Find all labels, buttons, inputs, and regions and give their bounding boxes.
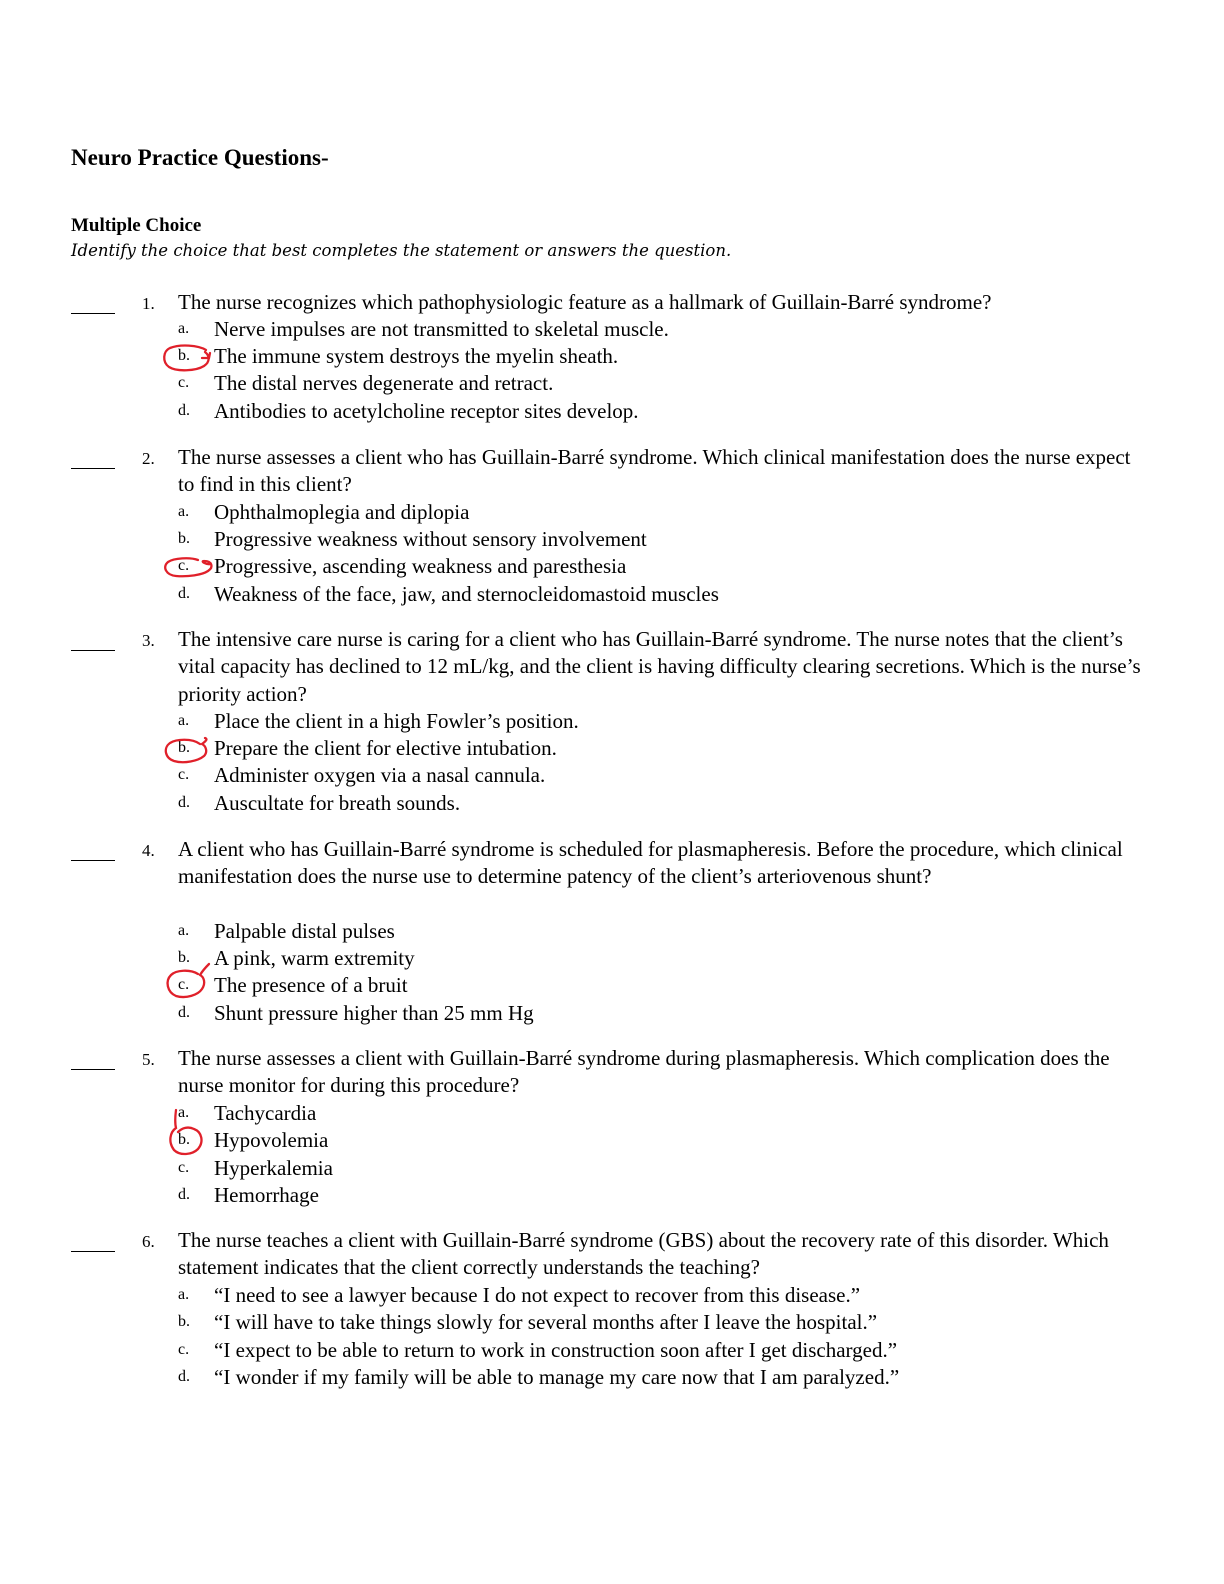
question-stem: The nurse teaches a client with Guillain-Barré syndrome (GBS) about the recovery rate of this disorder. Which statement indicates that the client correctly understands the teaching? (178, 1228, 1109, 1280)
choice-letter: d. (178, 1186, 190, 1203)
question-stem: The nurse assesses a client with Guillain-Barré syndrome during plasmapheresis. Which complication does the nurse monitor for during this procedure? (178, 1046, 1110, 1098)
choice-letter: d. (178, 402, 190, 419)
choice-text: “I will have to take things slowly for several months after I leave the hospital.” (214, 1310, 878, 1334)
choice-d (0, 581, 1224, 609)
answer-blank (71, 313, 115, 314)
answer-blank (71, 650, 115, 651)
question-number: 1. (142, 294, 155, 313)
choice-letter: c. (178, 766, 190, 783)
choice-letter: a. (178, 1286, 190, 1303)
question-number: 6. (142, 1232, 155, 1251)
choice-text: The immune system destroys the myelin sheath. (214, 344, 619, 368)
choice-a (0, 1100, 1224, 1128)
choice-c (0, 972, 1224, 1000)
choice-text: The distal nerves degenerate and retract. (214, 371, 554, 395)
choice-b (0, 343, 1224, 371)
choice-b (0, 526, 1224, 554)
choice-letter: d. (178, 1004, 190, 1021)
choice-text: The presence of a bruit (214, 973, 408, 997)
answer-blank (71, 1251, 115, 1252)
question-number: 5. (142, 1050, 155, 1069)
choice-d (0, 790, 1224, 818)
choice-letter: d. (178, 794, 190, 811)
question-stem: A client who has Guillain-Barré syndrome is scheduled for plasmapheresis. Before the procedure, which clinical manifestation does the nurse use to determine patency of the client’s arteriovenous shunt? (178, 837, 1123, 889)
choice-text: Auscultate for breath sounds. (214, 791, 461, 815)
question-number: 2. (142, 449, 155, 468)
choice-text: Prepare the client for elective intubation. (214, 736, 557, 760)
choice-letter: c. (178, 557, 190, 574)
choice-text: Hemorrhage (214, 1183, 319, 1207)
choice-a (0, 708, 1224, 736)
choice-c (0, 553, 1224, 581)
question-stem: The intensive care nurse is caring for a client who has Guillain-Barré syndrome. The nurse notes that the client’s vital capacity has declined to 12 mL/kg, and the client is having difficulty clearing secretions. Which is the nurse’s priority action? (178, 627, 1141, 706)
choice-letter: b. (178, 1131, 190, 1148)
choice-letter: d. (178, 585, 190, 602)
choice-text: Tachycardia (214, 1101, 317, 1125)
choice-letter: c. (178, 1341, 190, 1358)
choice-c (0, 762, 1224, 790)
choice-text: Shunt pressure higher than 25 mm Hg (214, 1001, 534, 1025)
choice-letter: a. (178, 1104, 190, 1121)
choice-text: “I expect to be able to return to work in construction soon after I get discharged.” (214, 1338, 898, 1362)
choice-letter: b. (178, 347, 190, 364)
choice-text: Progressive weakness without sensory involvement (214, 527, 647, 551)
choice-b (0, 1127, 1224, 1155)
choice-letter: b. (178, 530, 190, 547)
choice-d (0, 398, 1224, 426)
question-stem: The nurse recognizes which pathophysiologic feature as a hallmark of Guillain-Barré syndrome? (178, 290, 992, 314)
choice-text: Weakness of the face, jaw, and sternocleidomastoid muscles (214, 582, 719, 606)
choice-letter: c. (178, 374, 190, 391)
question-number: 4. (142, 841, 155, 860)
choice-text: “I wonder if my family will be able to manage my care now that I am paralyzed.” (214, 1365, 900, 1389)
choice-d (0, 1364, 1224, 1392)
question-stem: The nurse assesses a client who has Guillain-Barré syndrome. Which clinical manifestation does the nurse expect to find in this client? (178, 445, 1131, 497)
choice-text: “I need to see a lawyer because I do not expect to recover from this disease.” (214, 1283, 861, 1307)
choice-d (0, 1182, 1224, 1210)
choice-letter: a. (178, 503, 190, 520)
choice-text: Hyperkalemia (214, 1156, 333, 1180)
document-title: Neuro Practice Questions- (71, 145, 329, 170)
question-number: 3. (142, 631, 155, 650)
choice-text: Antibodies to acetylcholine receptor sites develop. (214, 399, 639, 423)
choice-c (0, 1155, 1224, 1183)
choice-a (0, 918, 1224, 946)
section-title: Multiple Choice (71, 215, 202, 236)
choice-letter: c. (178, 976, 190, 993)
instructions-text: Identify the choice that best completes the statement or answers the question. (71, 241, 732, 260)
choice-a (0, 499, 1224, 527)
answer-blank (71, 860, 115, 861)
answer-blank (71, 1069, 115, 1070)
choice-text: A pink, warm extremity (214, 946, 415, 970)
choice-text: Palpable distal pulses (214, 919, 395, 943)
choice-a (0, 316, 1224, 344)
choice-text: Nerve impulses are not transmitted to skeletal muscle. (214, 317, 669, 341)
choice-letter: a. (178, 712, 190, 729)
choice-d (0, 1000, 1224, 1028)
choice-text: Administer oxygen via a nasal cannula. (214, 763, 546, 787)
choice-letter: c. (178, 1159, 190, 1176)
choice-text: Place the client in a high Fowler’s position. (214, 709, 579, 733)
choice-text: Hypovolemia (214, 1128, 329, 1152)
choice-letter: a. (178, 320, 190, 337)
choice-a (0, 1282, 1224, 1310)
answer-blank (71, 468, 115, 469)
choice-letter: b. (178, 739, 190, 756)
choice-letter: a. (178, 922, 190, 939)
choice-b (0, 1309, 1224, 1337)
choice-letter: b. (178, 1313, 190, 1330)
choice-letter: b. (178, 949, 190, 966)
choice-b (0, 735, 1224, 763)
choice-text: Progressive, ascending weakness and paresthesia (214, 554, 627, 578)
choice-text: Ophthalmoplegia and diplopia (214, 500, 470, 524)
choice-b (0, 945, 1224, 973)
choice-letter: d. (178, 1368, 190, 1385)
choice-c (0, 370, 1224, 398)
choice-c (0, 1337, 1224, 1365)
